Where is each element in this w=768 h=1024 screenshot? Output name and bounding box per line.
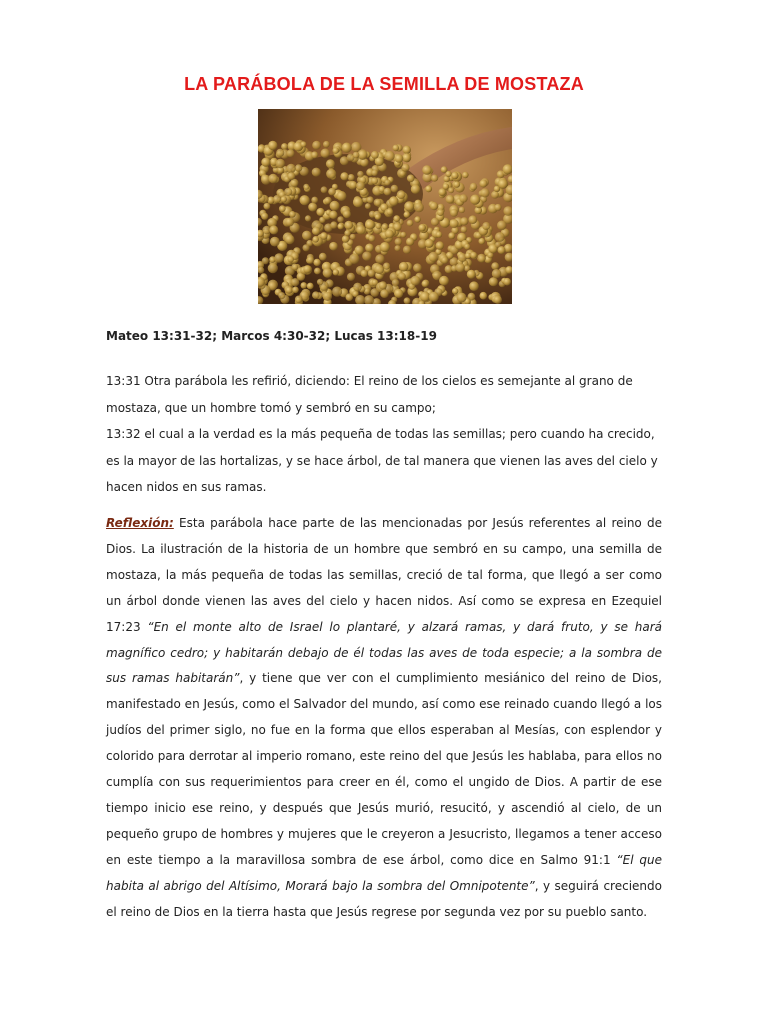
reflection-text-1: Esta parábola hace parte de las mencionadas por Jesús referentes al reino de Dios. La ilustración de la historia de un hombre que sembró en su campo, una semilla de mostaza, la más pequeña de todas las semillas, creció de tal forma, que llegó a ser como un árbol donde vienen las aves del cielo y hacen nidos. Así como se expresa en Ezequiel 17:23 xyxy=(106,516,662,634)
reflection-text-3: , y seguirá creciendo el reino de Dios en la tierra hasta que Jesús regrese por segunda vez por su pueblo santo. xyxy=(106,878,662,919)
ezekiel-quote: “En el monte alto de Israel lo plantaré, y alzará ramas, y dará fruto, y se hará magnífico cedro; y habitarán debajo de él todas las aves de toda especie; a la sombra de sus ramas habitarán” xyxy=(106,619,662,686)
page-title: LA PARÁBOLA DE LA SEMILLA DE MOSTAZA xyxy=(184,74,584,94)
verse-13-32: 13:32 el cual a la verdad es la más pequeña de todas las semillas; pero cuando ha crecido, es la mayor de las hortalizas, y se hace árbol, de tal manera que vienen las aves del cielo y hacen nidos en sus ramas. xyxy=(106,427,658,494)
bible-references: Mateo 13:31-32; Marcos 4:30-32; Lucas 13:18-19 xyxy=(106,329,437,343)
verse-13-31: 13:31 Otra parábola les refirió, diciendo: El reino de los cielos es semejante al grano de mostaza, que un hombre tomó y sembró en su campo; xyxy=(106,374,633,415)
reflection-paragraph xyxy=(106,511,662,926)
psalm-quote: “El que habita al abrigo del Altísimo, Morará bajo la sombra del Omnipotente” xyxy=(106,852,662,893)
verses-block xyxy=(106,368,666,501)
reflection-label: Reflexión: xyxy=(106,516,174,530)
reflection-text-2: , y tiene que ver con el cumplimiento mesiánico del reino de Dios, manifestado en Jesús, como el Salvador del mundo, así como ese reinado cuando llegó a los judíos del primer siglo, no fue en la forma que ellos esperaban al Mesías, con esplendor y colorido para derrotar al imperio romano, este reino del que Jesús les hablaba, para ellos no cumplía con sus requerimientos para creer en él, como el ungido de Dios. A partir de ese tiempo inicio ese reino, y después que Jesús murió, resucitó, y ascendió al cielo, de un pequeño grupo de hombres y mujeres que le creyeron a Jesucristo, llegamos a tener acceso en este tiempo a la maravillosa sombra de ese árbol, como dice en Salmo 91:1 xyxy=(106,671,662,867)
mustard-seeds-photo xyxy=(258,109,512,304)
